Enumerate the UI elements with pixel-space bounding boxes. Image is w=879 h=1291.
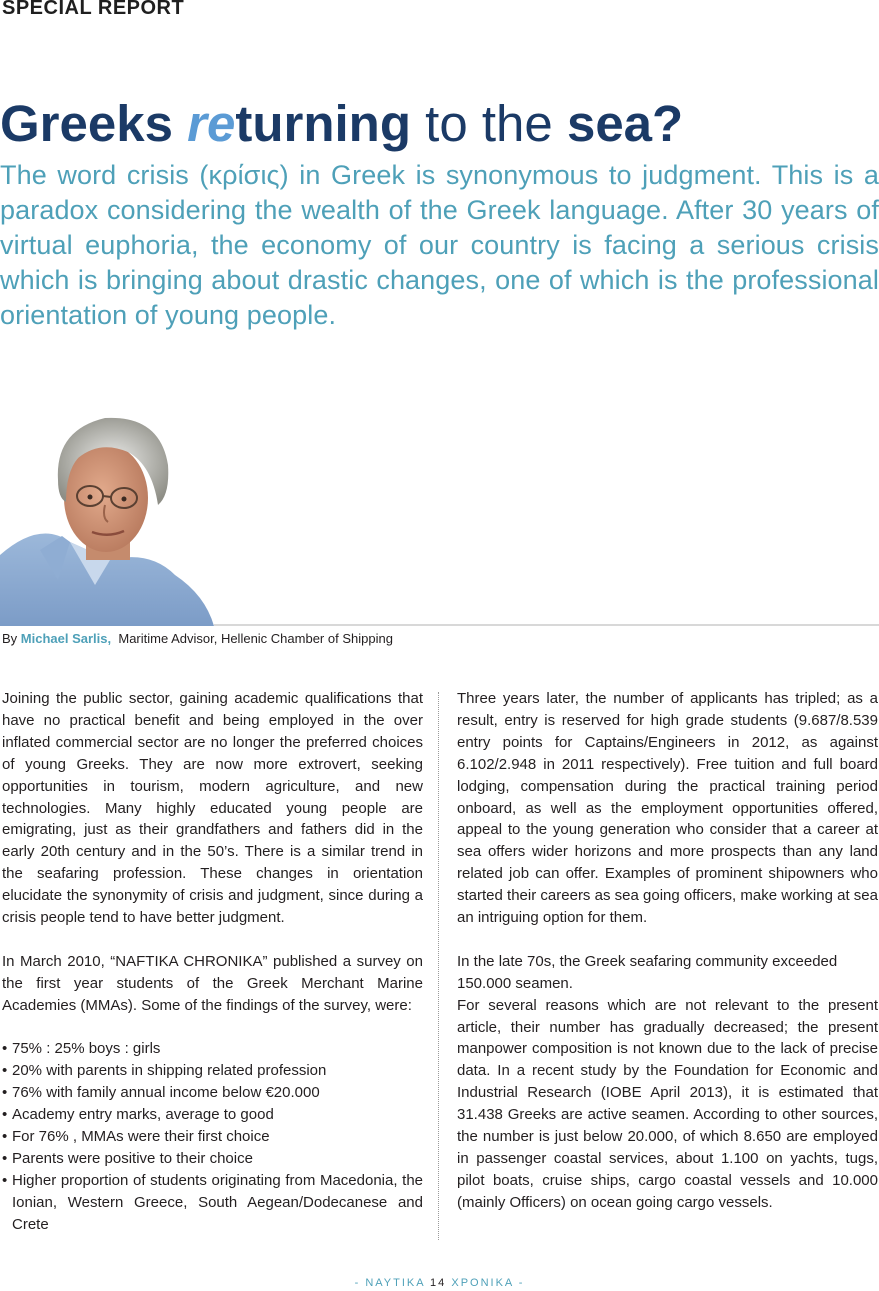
footer-dash-left: - (354, 1277, 366, 1289)
body-paragraph: Joining the public sector, gaining academic qualifications that have no practical benefit and being employed in the over inflated commercial sector are no longer the preferred choices of young Greeks. They are now more extrovert, seeking opportunities in tourism, modern agriculture, and new technologies. Many highly educated young people are emigrating, just as their grandfathers and fathers did in the early 20th century and in the 50’s. There is a similar trend in the seafaring profession. These changes in orientation elucidate the synonymity of crisis and judgment, since during a crisis people tend to have better judgment. (2, 690, 423, 927)
author-portrait (0, 410, 214, 626)
body-paragraph: In March 2010, “NAFTIKA CHRONIKA” published a survey on the first year students of the Greek Merchant Marine Academies (MMAs). Some of the findings of the survey, were: (2, 952, 423, 1014)
list-item: • 20% with parents in shipping related profession (2, 1060, 423, 1082)
body-column-left (2, 688, 423, 1236)
survey-findings-list (2, 1038, 423, 1235)
author-portrait-image (0, 410, 214, 626)
byline-rule (214, 624, 879, 626)
list-item: • Higher proportion of students originating from Macedonia, the Ionian, Western Greece, South Aegean/Dodecanese and Crete (2, 1170, 423, 1236)
headline-part-greeks: Greeks (0, 95, 188, 152)
lead-paragraph: The word crisis (κρίσις) in Greek is synonymous to judgment. This is a paradox considering the wealth of the Greek language. After 30 years of virtual euphoria, the economy of our country is facing a serious crisis which is bringing about drastic changes, one of which is the professional orientation of young people. (0, 160, 879, 330)
headline-part-to-the: to the (411, 95, 567, 152)
list-item: • 76% with family annual income below €20.000 (2, 1082, 423, 1104)
list-item: • For 76% , MMAs were their first choice (2, 1126, 423, 1148)
paragraph-gap (457, 929, 878, 951)
headline-part-turning: turning (235, 95, 411, 152)
list-item: • Parents were positive to their choice (2, 1148, 423, 1170)
author-name: Michael Sarlis, (20, 631, 112, 646)
footer-publication-left: ΝΑΥΤΙΚΑ (365, 1277, 431, 1289)
column-divider (438, 692, 439, 1240)
body-paragraph: In the late 70s, the Greek seafaring community exceeded 150.000 seamen. (457, 952, 838, 992)
footer-dash-right: - (513, 1277, 525, 1289)
paragraph-gap (2, 1017, 423, 1039)
list-item: • Academy entry marks, average to good (2, 1104, 423, 1126)
headline-part-re: re (187, 95, 236, 152)
footer-publication-right: ΧΡΟΝΙΚΑ (446, 1277, 514, 1289)
byline-prefix: By (2, 631, 21, 646)
body-paragraph: Three years later, the number of applicants has tripled; as a result, entry is reserved for high grade students (9.687/8.539 entry points for Captains/Engineers in 2012, as against 6.102/2.948 in 2011 respectively). Free tuition and full board lodging, compensation during the practical training period onboard, as well as the employment opportunities offered, appeal to the young generation who consider that a career at sea offers wider horizons and more prospects than any land related job can offer. Examples of prominent shipowners who started their careers as sea going officers, make working at sea an intriguing option for them. (457, 690, 878, 927)
list-item: • 75% : 25% boys : girls (2, 1038, 423, 1060)
paragraph-gap (2, 929, 423, 951)
page-number: 14 (430, 1277, 447, 1289)
author-role: Maritime Advisor, Hellenic Chamber of Shipping (118, 631, 393, 646)
body-column-right (457, 688, 878, 1214)
byline (2, 631, 393, 646)
headline (0, 92, 683, 156)
page-footer (0, 1277, 879, 1289)
body-paragraph: For several reasons which are not relevant to the present article, their number has gradually decreased; the present manpower composition is not known due to the lack of precise data. In a recent study by the Foundation for Economic and Industrial Research (IOBE April 2013), it is estimated that 31.438 Greeks are active seamen. According to other sources, the number is just below 20.000, of which 8.650 are employed in passenger coastal services, about 1.100 on yachts, tugs, pilot boats, cruise ships, cargo coastal vessels and 10.000 (mainly Officers) on ocean going cargo vessels. (457, 996, 878, 1211)
headline-part-sea: sea? (566, 95, 684, 152)
section-label: SPECIAL REPORT (2, 0, 185, 19)
